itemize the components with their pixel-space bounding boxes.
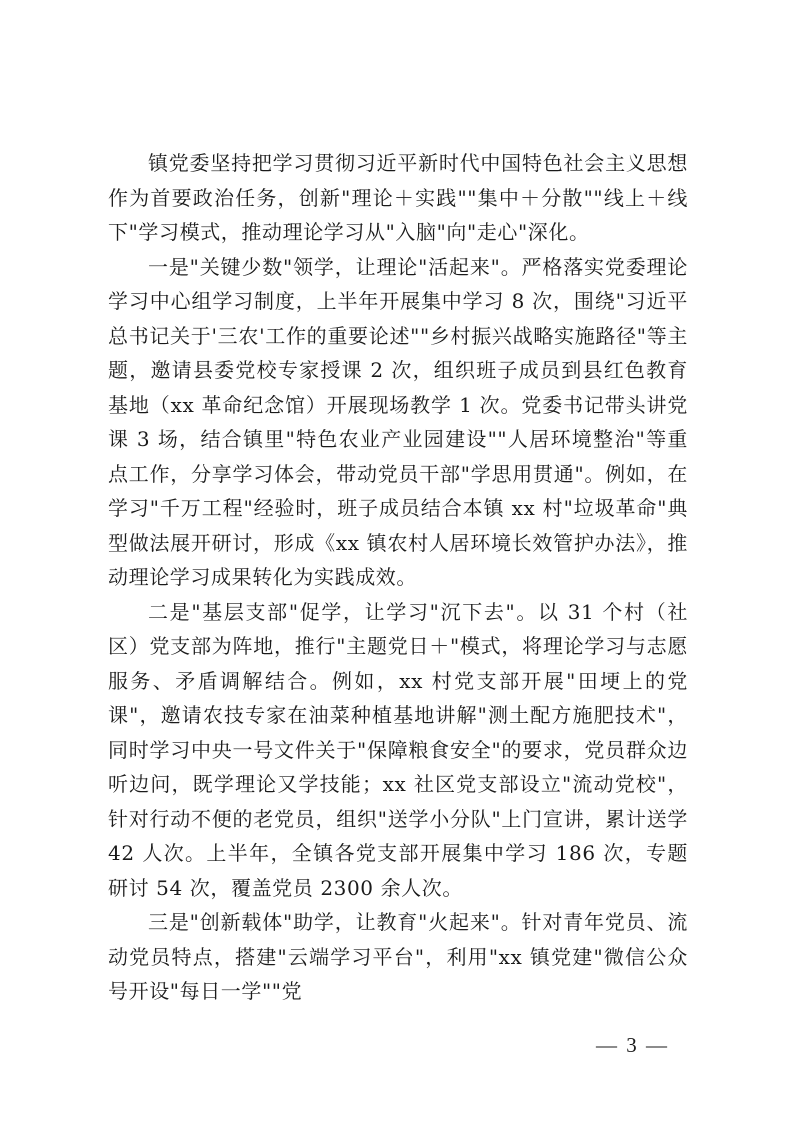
paragraph-innovative-carrier: 三是"创新载体"助学，让教育"火起来"。针对青年党员、流动党员特点，搭建"云端学习平台"，利用"xx 镇党建"微信公众号开设"每日一学""党 [108, 910, 688, 1003]
body-text [108, 146, 688, 1009]
paragraph-grassroots-branch: 二是"基层支部"促学，让学习"沉下去"。以 31 个村（社区）党支部为阵地，推行"主题党日＋"模式，将理论学习与志愿服务、矛盾调解结合。例如，xx 村党支部开展"田埂上的党课"，邀请农技专家在油菜种植基地讲解"测土配方施肥技术"，同时学习中央一号文件关于"保障粮食安全"的要求，党员群众边听边问，既学理论又学技能；xx 社区党支部设立"流动党校"，针对行动不便的老党员，组织"送学小分队"上门宣讲，累计送学 42 人次。上半年，全镇各党支部开展集中学习 186 次，专题研讨 54 次，覆盖党员 2300 余人次。 [108, 599, 688, 900]
paragraph-intro: 镇党委坚持把学习贯彻习近平新时代中国特色社会主义思想作为首要政治任务，创新"理论＋实践""集中＋分散""线上＋线下"学习模式，推动理论学习从"入脑"向"走心"深化。 [108, 151, 688, 244]
page-number: — 3 — [596, 1033, 669, 1057]
paragraph-key-minority: 一是"关键少数"领学，让理论"活起来"。严格落实党委理论学习中心组学习制度，上半年开展集中学习 8 次，围绕"习近平总书记关于'三农'工作的重要论述""乡村振兴战略实施路径"等主题，邀请县委党校专家授课 2 次，组织班子成员到县红色教育基地（xx 革命纪念馆）开展现场教学 1 次。党委书记带头讲党课 3 场，结合镇里"特色农业产业园建设""人居环境整治"等重点工作，分享学习体会，带动党员干部"学思用贯通"。例如，在学习"千万工程"经验时，班子成员结合本镇 xx 村"垃圾革命"典型做法展开研讨，形成《xx 镇农村人居环境长效管护办法》，推动理论学习成果转化为实践成效。 [108, 254, 688, 589]
